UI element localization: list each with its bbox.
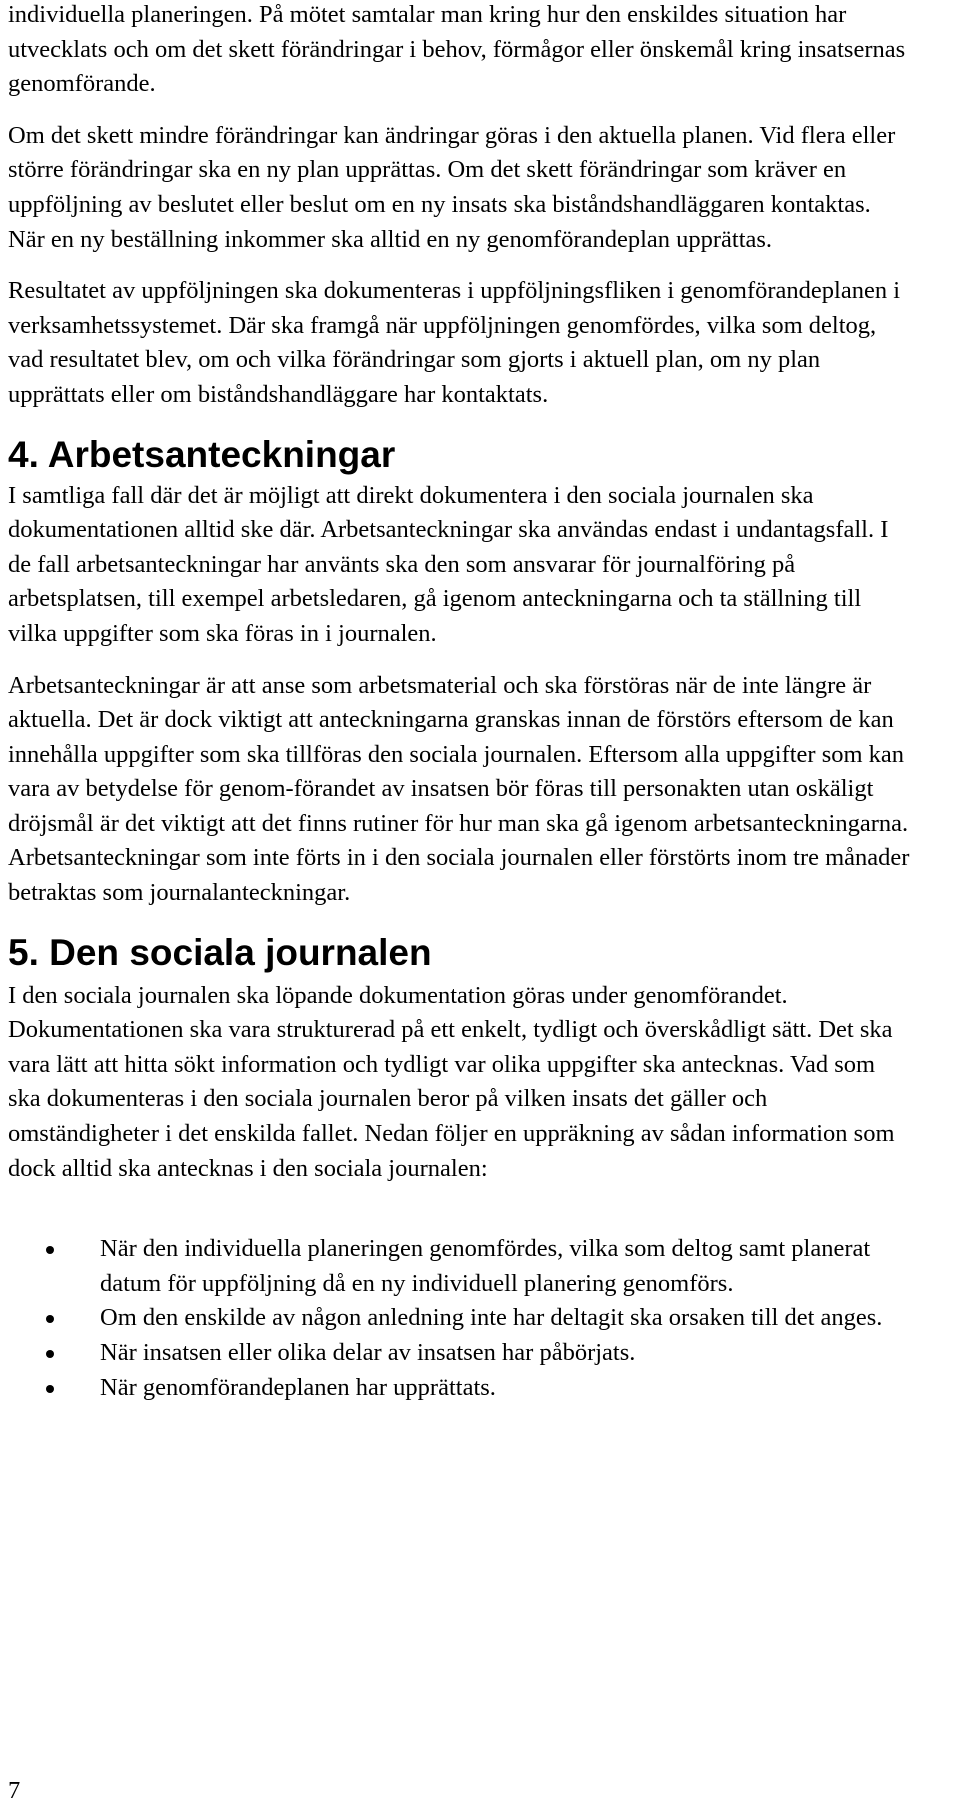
list-item [8, 1301, 913, 1336]
list-item [8, 1336, 913, 1371]
section-heading-arbetsanteckningar: 4. Arbetsanteckningar [8, 433, 396, 475]
paragraph-planning-meeting: individuella planeringen. På mötet samtalar man kring hur den enskildes situation har utvecklats och om det skett förändringar i behov, förmågor eller önskemål kring insatsernas genomförande. [8, 1, 906, 98]
page-number: 7 [8, 1777, 21, 1804]
paragraph-plan-changes: Om det skett mindre förändringar kan ändringar göras i den aktuella planen. Vid flera eller större förändringar ska en ny plan upprättas. Om det skett förändringar som kräver en uppföljning av beslutet eller beslut om en ny insats ska biståndshandläggaren kontaktas. När en ny beställning inkommer ska alltid en ny genomförandeplan upprättas. [8, 121, 896, 253]
list-item [8, 1232, 913, 1301]
paragraph-work-notes-material: Arbetsanteckningar är att anse som arbetsmaterial och ska förstöras när de inte längre är aktuella. Det är dock viktigt att anteckningarna granskas innan de förstörs eftersom de kan innehålla uppgifter som ska tillföras den sociala journalen. Eftersom alla uppgifter som kan vara av betydelse för genom-förandet av insatsen bör föras till personakten utan oskäligt dröjsmål är det viktigt att det finns rutiner för hur man ska gå igenom arbetsanteckningarna. Arbetsanteckningar som inte förts in i den sociala journalen eller förstörts inom tre månader betraktas som journalanteckningar. [8, 671, 910, 907]
list-item-text: När den individuella planeringen genomfördes, vilka som deltog samt planerat datum för uppföljning då en ny individuell planering genomförs. [100, 1235, 871, 1297]
paragraph-follow-up-result: Resultatet av uppföljningen ska dokumenteras i uppföljningsfliken i genomförandeplanen i verksamhetssystemet. Där ska framgå när uppföljningen genomfördes, vilka som deltog, vad resultatet blev, om och vilka förändringar som gjorts i aktuell plan, om ny plan upprättats eller om biståndshandläggare har kontaktats. [8, 277, 901, 408]
document-page [8, 0, 913, 1405]
paragraph-social-journal: I den sociala journalen ska löpande dokumentation göras under genomförandet. Dokumentationen ska vara strukturerad på ett enkelt, tydligt och överskådligt sätt. Det ska vara lätt att hitta sökt information och tydligt var olika uppgifter ska antecknas. Vad som ska dokumenteras i den sociala journalen beror på vilken insats det gäller och omständigheter i det enskilda fallet. Nedan följer en uppräkning av sådan information som dock alltid ska antecknas i den sociala journalen: [8, 981, 895, 1182]
list-item-text: När genomförandeplanen har upprättats. [100, 1373, 496, 1401]
bullet-icon [46, 1315, 54, 1323]
paragraph-work-notes-usage: I samtliga fall där det är möjligt att direkt dokumentera i den sociala journalen ska dokumentationen alltid ske där. Arbetsanteckningar ska användas endast i undantagsfall. I de fall arbetsanteckningar har använts ska den som ansvarar för journalföring på arbetsplatsen, till exempel arbetsledaren, gå igenom anteckningarna och ta ställning till vilka uppgifter som ska föras in i journalen. [8, 481, 889, 647]
bullet-icon [46, 1385, 54, 1393]
list-item-text: Om den enskilde av någon anledning inte har deltagit ska orsaken till det anges. [100, 1304, 883, 1332]
section-heading-sociala-journalen: 5. Den sociala journalen [8, 931, 432, 973]
bullet-list [8, 1232, 913, 1405]
list-item [8, 1371, 913, 1406]
bullet-icon [46, 1350, 54, 1358]
list-item-text: När insatsen eller olika delar av insatsen har påbörjats. [100, 1339, 636, 1366]
bullet-icon [46, 1246, 54, 1254]
